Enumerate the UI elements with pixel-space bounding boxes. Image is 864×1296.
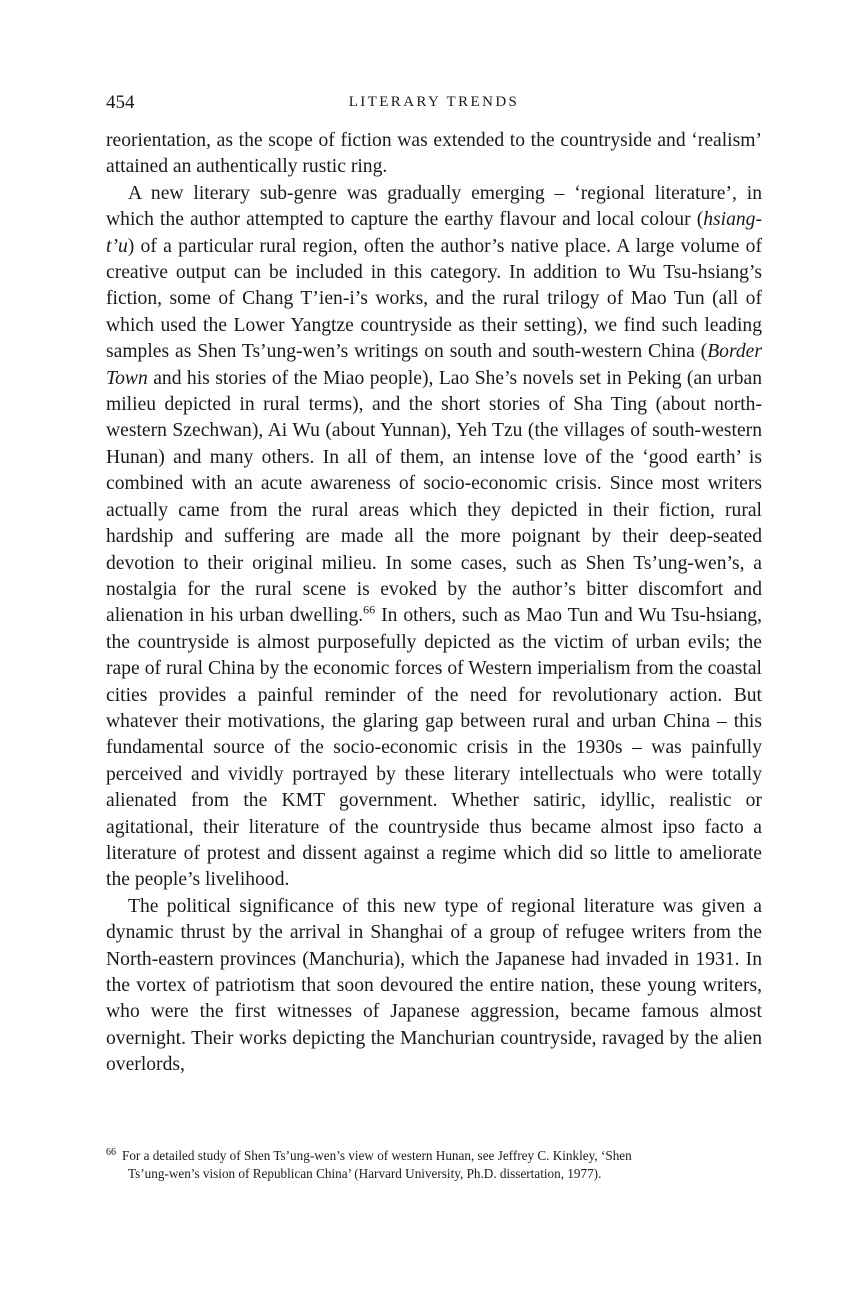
footnote-reference: 66 [363, 602, 376, 617]
paragraph-text: ) of a particular rural region, often the author’s native place. A large volume of creative output can be included in this category. In addition to Wu Tsu-hsiang’s fiction, some of Chang T’ien-i’s works, and the rural trilogy of Mao Tun (all of which used the Lower Yangtze countryside as their setting), we find such leading samples as Shen Ts’ung-wen’s writings on south and south-western China ( [106, 235, 762, 363]
running-head: LITERARY TRENDS [348, 94, 520, 110]
italic-title: Border Town [106, 341, 762, 389]
paragraph-text: In others, such as Mao Tun and Wu Tsu-hsiang, the countryside is almost purposefully depicted as the victim of urban evils; the rape of rural China by the economic forces of Western imperialism from the coastal cities provides a painful reminder of the need for revolutionary action. But whatever their motivations, the glaring gap between rural and urban China – this fundamental source of the socio-economic crisis in the 1930s – was painfully perceived and vividly portrayed by these literary intellectuals who were totally alienated from the KMT government. Whether satiric, idyllic, realistic or agitational, their literature of the countryside thus became almost ipso facto a literature of protest and dissent against a regime which did so little to ameliorate the people’s livelihood. [106, 605, 762, 891]
footnote-text-line1: For a detailed study of Shen Ts’ung-wen’s view of western Hunan, see Jeffrey C. Kinkley, ‘Shen [122, 1148, 632, 1163]
page-number: 454 [106, 92, 135, 113]
paragraph-political-significance: The political significance of this new type of regional literature was given a dynamic thrust by the arrival in Shanghai of a group of refugee writers from the North-eastern provinces (Manchuria), which the Japanese had invaded in 1931. In the vortex of patriotism that soon devoured the entire nation, these young writers, who were the first witnesses of Japanese aggression, became famous almost overnight. Their works depicting the Manchurian countryside, ravaged by the alien overlords, [106, 895, 762, 1076]
footnote-number: 66 [106, 1146, 116, 1158]
paragraph-text: and his stories of the Miao people), Lao She’s novels set in Peking (an urban milieu depicted in rural terms), and the short stories of Sha Ting (about north-western Szechwan), Ai Wu (about Yunnan), Yeh Tzu (the villages of south-western Hunan) and many others. In all of them, an intense love of the ‘good earth’ is combined with an acute awareness of socio-economic crisis. Since most writers actually came from the rural areas which they depicted in their fiction, rural hardship and suffering are made all the more poignant by their deep-seated devotion to their original milieu. In some cases, such as Shen Ts’ung-wen’s, a nostalgia for the rural scene is evoked by the author’s bitter discomfort and alienation in his urban dwelling. [106, 367, 762, 627]
footnote [106, 1147, 762, 1183]
main-text [106, 128, 762, 1079]
paragraph-continuation: reorientation, as the scope of fiction was extended to the countryside and ‘realism’ attained an authentically rustic ring. [106, 130, 762, 178]
italic-term: hsiang-t’u [106, 209, 762, 257]
footnote-text-line2: Ts’ung-wen’s vision of Republican China’ (Harvard University, Ph.D. dissertation, 1977). [128, 1166, 602, 1181]
paragraph-regional-literature [106, 181, 762, 894]
page-header [106, 92, 762, 120]
paragraph-text: A new literary sub-genre was gradually emerging – ‘regional literature’, in which the author attempted to capture the earthy flavour and local colour ( [106, 182, 762, 231]
